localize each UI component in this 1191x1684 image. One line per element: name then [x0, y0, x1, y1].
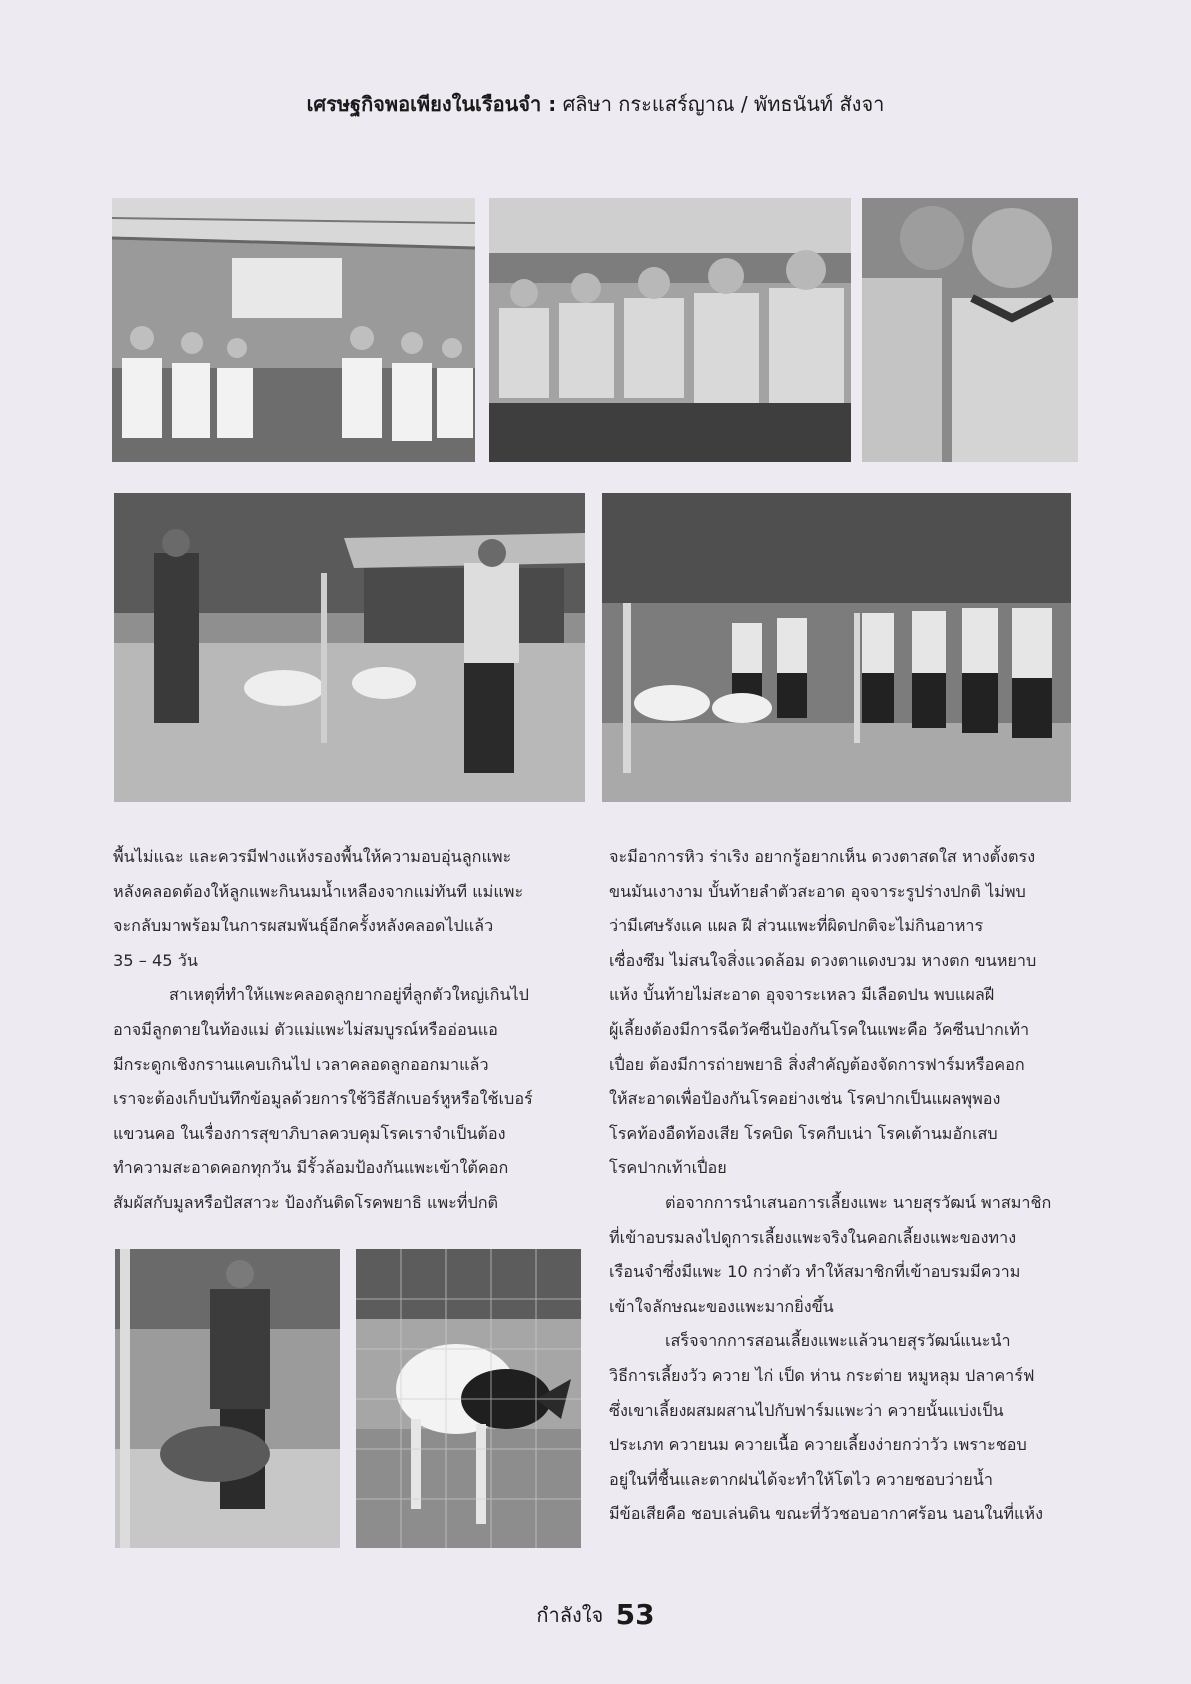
- text-line: ที่เข้าอบรมลงไปดูการเลี้ยงแพะจริงในคอกเลี้ยงแพะของทาง: [609, 1227, 1017, 1247]
- text-line: เราจะต้องเก็บบันทึกข้อมูลด้วยการใช้วิธีสักเบอร์หูหรือใช้เบอร์: [113, 1089, 533, 1109]
- text-line: เข้าใจลักษณะของแพะมากยิ่งขึ้น: [609, 1296, 834, 1316]
- running-header: [0, 88, 1191, 120]
- text-line: เซื่องซึม ไม่สนใจสิ่งแวดล้อม ดวงตาแดงบวม หางตก ขนหยาบ: [609, 950, 1037, 970]
- text-line: 35 – 45 วัน: [113, 950, 198, 970]
- text-line: แห้ง บั้นท้ายไม่สะอาด อุจจาระเหลว มีเลือดปน พบแผลฝี: [609, 985, 995, 1005]
- text-line: โรคท้องอืดท้องเสีย โรคบิด โรคกีบเน่า โรคเต้านมอักเสบ: [609, 1123, 998, 1143]
- text-line: มีกระดูกเชิงกรานแคบเกินไป เวลาคลอดลูกออกมาแล้ว: [113, 1054, 489, 1074]
- header-authors: ศลิษา กระแสร์ญาณ / พัทธนันท์ สังจา: [562, 92, 885, 116]
- photo-inmates-at-fence: [602, 493, 1071, 802]
- text-line: ประเภท ควายนม ควายเนื้อ ควายเลี้ยงง่ายกว่าวัว เพราะชอบ: [609, 1435, 1027, 1455]
- text-line: จะกลับมาพร้อมในการผสมพันธุ์อีกครั้งหลังคลอดไปแล้ว: [113, 916, 494, 936]
- page-number: 53: [615, 1598, 655, 1631]
- header-title: เศรษฐกิจพอเพียงในเรือนจำ :: [306, 92, 557, 116]
- right-column: [609, 840, 1077, 1532]
- text-line: สาเหตุที่ทำให้แพะคลอดลูกยากอยู่ที่ลูกตัวใหญ่เกินไป: [169, 985, 529, 1005]
- text-line: ต่อจากการนำเสนอการเลี้ยงแพะ นายสุรวัฒน์ พาสมาชิก: [665, 1192, 1052, 1212]
- text-line: เสร็จจากการสอนเลี้ยงแพะแล้วนายสุรวัฒน์แนะนำ: [665, 1331, 1011, 1351]
- page-footer: [0, 1598, 1191, 1631]
- text-line: หลังคลอดต้องให้ลูกแพะกินนมน้ำเหลืองจากแม่ทันที แม่แพะ: [113, 881, 524, 901]
- magazine-name: กำลังใจ: [536, 1603, 604, 1627]
- text-line: อยู่ในที่ชื้นและตากฝนได้จะทำให้โตไว ควายชอบว่ายน้ำ: [609, 1469, 993, 1489]
- photo-seated-inmates: [489, 198, 851, 462]
- text-line: ว่ามีเศษรังแค แผล ฝี ส่วนแพะที่ผิดปกติจะไม่กินอาหาร: [609, 916, 984, 936]
- text-line: พื้นไม่แฉะ และควรมีฟางแห้งรองพื้นให้ความอบอุ่นลูกแพะ: [113, 847, 512, 866]
- text-line: โรคปากเท้าเปื่อย: [609, 1158, 727, 1178]
- text-line: สัมผัสกับมูลหรือปัสสาวะ ป้องกันติดโรคพยาธิ แพะที่ปกติ: [113, 1192, 499, 1212]
- text-line: แขวนคอ ในเรื่องการสุขาภิบาลควบคุมโรคเราจำเป็นต้อง: [113, 1123, 506, 1143]
- left-column: [113, 840, 581, 1221]
- photo-goat-eating: [356, 1249, 581, 1548]
- text-line: จะมีอาการหิว ร่าเริง อยากรู้อยากเห็น ดวงตาสดใส หางตั้งตรง: [609, 847, 1036, 866]
- photo-inmate-with-goat: [115, 1249, 340, 1548]
- photo-training-hall: [112, 198, 475, 462]
- text-line: เปื่อย ต้องมีการถ่ายพยาธิ สิ่งสำคัญต้องจัดการฟาร์มหรือคอก: [609, 1054, 1025, 1074]
- text-line: ทำความสะอาดคอกทุกวัน มีรั้วล้อมป้องกันแพะเข้าใต้คอก: [113, 1158, 509, 1178]
- text-line: ขนมันเงางาม บั้นท้ายลำตัวสะอาด อุจจาระรูปร่างปกติ ไม่พบ: [609, 881, 1026, 901]
- text-line: ให้สะอาดเพื่อป้องกันโรคอย่างเช่น โรคปากเป็นแผลพุพอง: [609, 1089, 1001, 1109]
- text-line: ผู้เลี้ยงต้องมีการฉีดวัคซีนป้องกันโรคในแพะคือ วัคซีนปากเท้า: [609, 1019, 1030, 1039]
- text-line: มีข้อเสียคือ ชอบเล่นดิน ขณะที่วัวชอบอากาศร้อน นอนในที่แห้ง: [609, 1504, 1043, 1524]
- photo-inmates-closeup: [862, 198, 1078, 462]
- text-line: เรือนจำซึ่งมีแพะ 10 กว่าตัว ทำให้สมาชิกที่เข้าอบรมมีความ: [609, 1262, 1021, 1282]
- photo-goat-pen-instructor: [114, 493, 585, 802]
- text-line: อาจมีลูกตายในท้องแม่ ตัวแม่แพะไม่สมบูรณ์หรืออ่อนแอ: [113, 1019, 498, 1039]
- text-line: วิธีการเลี้ยงวัว ควาย ไก่ เป็ด ห่าน กระต่าย หมูหลุม ปลาคาร์ฟ: [609, 1365, 1035, 1385]
- text-line: ซึ่งเขาเลี้ยงผสมผสานไปกับฟาร์มแพะว่า ควายนั้นแบ่งเป็น: [609, 1400, 1004, 1420]
